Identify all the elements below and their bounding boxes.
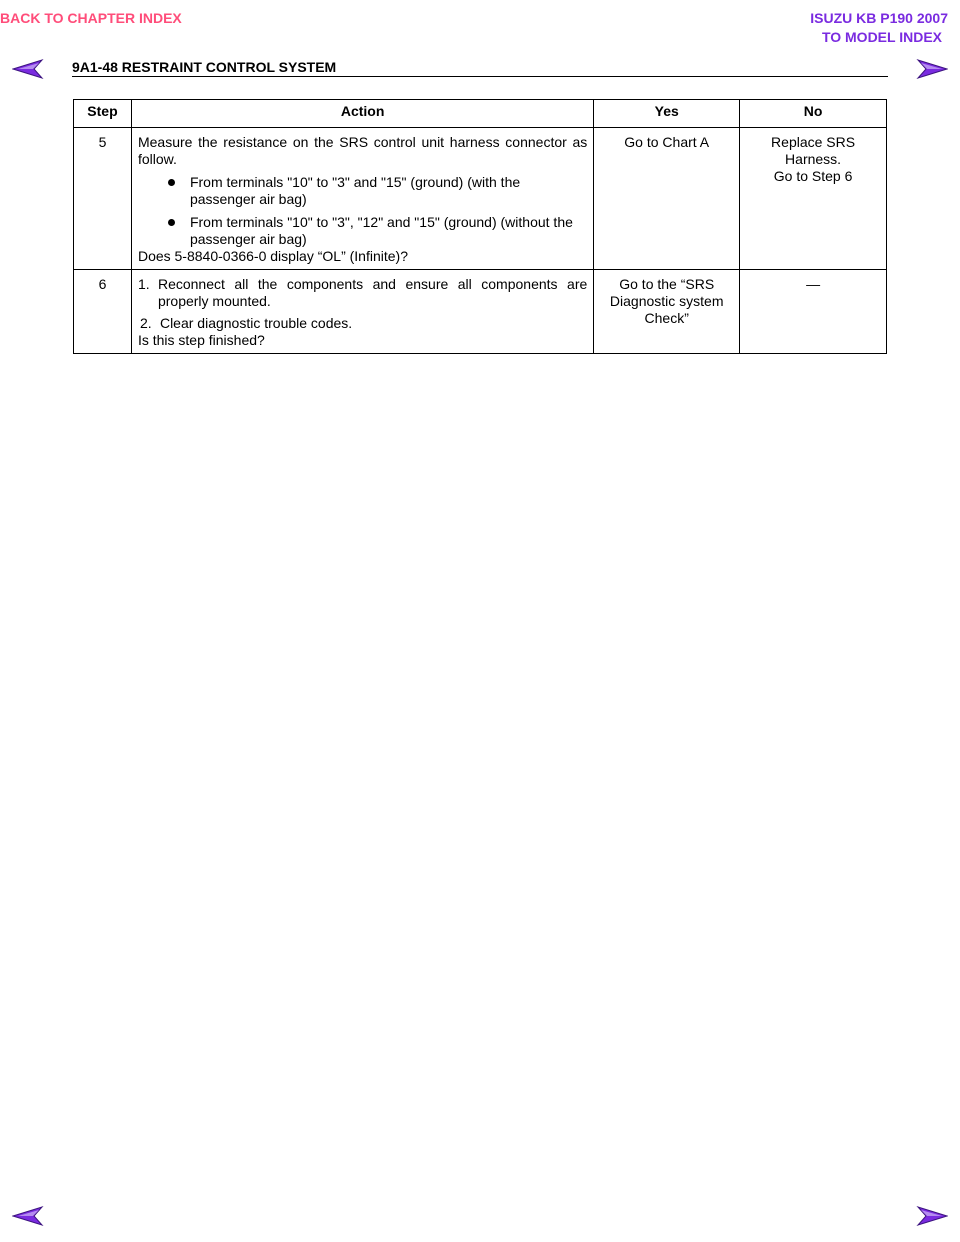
numbered-item <box>138 315 587 332</box>
next-page-bottom-arrow-icon[interactable] <box>914 1205 948 1227</box>
to-model-index-link[interactable]: TO MODEL INDEX <box>821 29 942 45</box>
no-result-line: Replace SRS Harness. <box>771 134 856 167</box>
numbered-item <box>138 276 587 310</box>
previous-page-arrow-icon[interactable] <box>12 58 46 80</box>
column-header-action: Action <box>131 100 593 128</box>
item-number: 1. <box>137 276 150 292</box>
yes-result: Go to the “SRS Diagnostic system Check” <box>594 270 740 354</box>
table-header-row <box>74 100 887 128</box>
previous-page-bottom-arrow-icon[interactable] <box>12 1205 46 1227</box>
bullet-item <box>138 214 587 248</box>
no-result <box>740 128 887 270</box>
action-question: Does 5-8840-0366-0 display “OL” (Infinite)? <box>137 248 408 264</box>
next-page-arrow-icon[interactable] <box>914 58 948 80</box>
action-cell <box>131 270 593 354</box>
back-to-chapter-index-link[interactable]: BACK TO CHAPTER INDEX <box>0 10 182 26</box>
item-text: Reconnect all the components and ensure all components are properly mounted. <box>157 276 588 309</box>
table-row <box>74 270 887 354</box>
no-result-line: Go to Step 6 <box>773 168 853 184</box>
yes-result: Go to Chart A <box>594 128 740 270</box>
step-number: 5 <box>74 128 132 270</box>
action-intro: Measure the resistance on the SRS control unit harness connector as follow. <box>137 134 588 167</box>
diagnostic-table <box>73 99 887 354</box>
column-header-yes: Yes <box>594 100 740 128</box>
bullet-icon <box>168 219 175 226</box>
column-header-step: Step <box>74 100 132 128</box>
item-text: Clear diagnostic trouble codes. <box>159 315 353 331</box>
table-row <box>74 128 887 270</box>
bullet-text: From terminals "10" to "3", "12" and "15" (ground) (without the passenger air bag) <box>189 214 573 247</box>
item-number: 2. <box>139 315 152 331</box>
header-divider <box>72 76 888 77</box>
bullet-item <box>138 174 587 208</box>
bullet-text: From terminals "10" to "3" and "15" (ground) (with the passenger air bag) <box>189 174 521 207</box>
no-result: — <box>740 270 887 354</box>
column-header-no: No <box>740 100 887 128</box>
model-title-link[interactable]: ISUZU KB P190 2007 <box>810 10 948 26</box>
step-number: 6 <box>74 270 132 354</box>
action-question: Is this step finished? <box>137 332 265 348</box>
page-title: 9A1-48 RESTRAINT CONTROL SYSTEM <box>72 59 337 75</box>
bullet-icon <box>168 179 175 186</box>
action-cell <box>131 128 593 270</box>
